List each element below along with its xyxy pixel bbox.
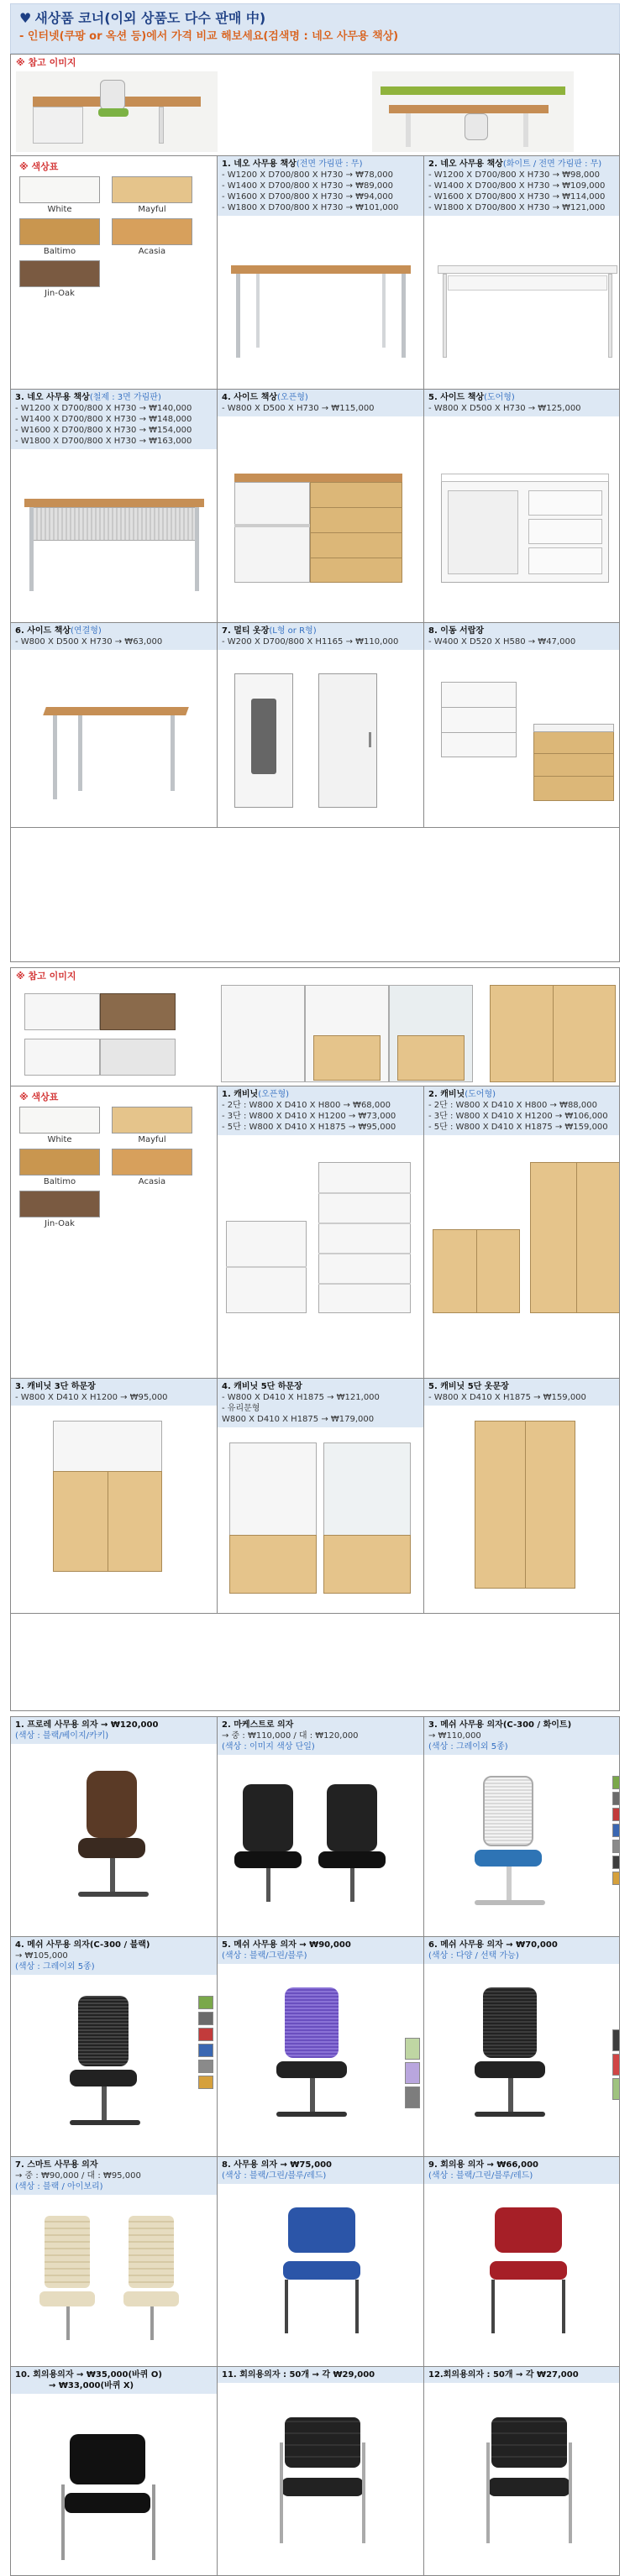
product-card (424, 623, 620, 828)
product-color-note: (색상 : 그레이외 5종) (15, 1962, 95, 1971)
price-line: - W800 X D410 X H1200 → ₩95,000 (15, 1393, 168, 1402)
page-title-row (19, 9, 611, 28)
color-chart (11, 1086, 218, 1379)
product-color-note: (색상 : 블랙/그린/블루/레드) (222, 2171, 327, 2181)
product-info (218, 156, 423, 216)
product-card (218, 2367, 424, 2576)
product-card (11, 2367, 218, 2576)
chair-section (10, 1716, 620, 2576)
product-price: → ₩33,000(바퀴 X) (49, 2381, 134, 2390)
swatch-mayful (112, 176, 192, 203)
swatch-acasia (112, 1149, 192, 1175)
reference-label: ※ 참고 이미지 (11, 968, 619, 985)
product-card (424, 1717, 620, 1937)
product-color-note: (색상 : 블랙/베이지/카키) (15, 1731, 109, 1741)
product-title: 5. 메쉬 사무용 의자 → ₩90,000 (222, 1940, 351, 1950)
swatch-baltimo (19, 218, 100, 245)
price-line: - W800 X D500 X H730 → ₩115,000 (222, 404, 375, 413)
wardrobe-image (234, 673, 411, 816)
product-card (11, 390, 218, 623)
reference-image-1 (16, 71, 218, 152)
chair-image (475, 2207, 584, 2359)
page-title: 새상품 코너(이외 상품도 다수 판매 中) (34, 10, 266, 26)
product-color-note: (색상 : 다양 / 선택 가능) (428, 1951, 519, 1961)
product-info (218, 1937, 423, 1964)
chair-image (28, 2216, 204, 2359)
chair-grid (11, 1717, 619, 2576)
product-info (218, 1086, 423, 1135)
product-title: 2. 네오 사무용 책상 (428, 160, 503, 169)
product-card (424, 2367, 620, 2576)
product-title: 5. 캐비닛 5단 옷문장 (428, 1382, 509, 1391)
color-chart (11, 156, 218, 390)
price-line: - 5단 : W800 X D410 X H1875 → ₩95,000 (222, 1123, 396, 1132)
product-card (218, 1717, 424, 1937)
chair-image (268, 2417, 377, 2560)
product-info (424, 623, 620, 650)
product-price: → ₩110,000 (428, 1731, 481, 1741)
price-line: - W1800 X D700/800 X H730 → ₩121,000 (428, 203, 606, 212)
price-line: - W1800 X D700/800 X H730 → ₩101,000 (222, 203, 399, 212)
price-line: - W1200 X D700/800 X H730 → ₩98,000 (428, 170, 601, 180)
door-cabinet-image (433, 1162, 620, 1364)
chair-image (458, 1987, 567, 2139)
swatch-label: White (47, 205, 72, 214)
heart-icon: ♥ (19, 10, 32, 26)
product-info (424, 2367, 620, 2383)
desk-section (10, 54, 620, 962)
price-line: - W1200 X D700/800 X H730 → ₩78,000 (222, 170, 394, 180)
product-info (11, 2157, 217, 2195)
product-info (11, 1379, 217, 1406)
product-title: 3. 네오 사무용 책상 (15, 393, 90, 402)
product-card (11, 2157, 218, 2367)
product-color-note: (색상 : 블랙 / 아이보리) (15, 2182, 103, 2191)
product-info (218, 1379, 423, 1427)
reference-label: ※ 참고 이미지 (11, 55, 619, 71)
chair-image (53, 1996, 162, 2147)
drawer-image (433, 673, 620, 816)
product-variant: (연결형) (71, 626, 102, 636)
product-info (11, 623, 217, 650)
product-card (218, 623, 424, 828)
swatch-label: Mayful (138, 205, 166, 214)
chair-image (458, 1776, 567, 1927)
chair-image (53, 2434, 171, 2568)
price-line: - W1600 X D700/800 X H730 → ₩154,000 (15, 426, 192, 435)
swatch-label: Mayful (138, 1135, 166, 1144)
price-line: - 5단 : W800 X D410 X H1875 → ₩159,000 (428, 1123, 608, 1132)
product-card (424, 2157, 620, 2367)
product-info (11, 2367, 217, 2394)
color-chart-label: ※ 색상표 (19, 161, 59, 172)
product-card (11, 1379, 218, 1614)
desk-image (438, 249, 617, 374)
price-line: - 3단 : W800 X D410 X H1200 → ₩73,000 (222, 1112, 396, 1121)
product-card (424, 156, 620, 390)
product-info (424, 1717, 620, 1755)
reference-image-2 (372, 71, 574, 152)
chair-color-options (198, 1996, 213, 2092)
desk-grid (11, 155, 619, 828)
swatch-jin-oak (19, 260, 100, 287)
product-info (11, 1937, 217, 1975)
price-line: - W800 X D410 X H1875 → ₩159,000 (428, 1393, 586, 1402)
swatch-white (19, 176, 100, 203)
product-title: 4. 메쉬 사무용 의자(C-300 / 블랙) (15, 1940, 150, 1950)
swatch-label: Baltimo (43, 1177, 76, 1186)
product-card (424, 1086, 620, 1379)
product-price: → 중 : ₩90,000 / 대 : ₩95,000 (15, 2171, 141, 2181)
product-info (11, 1717, 217, 1744)
product-color-note: (색상 : 블랙/그린/블루/레드) (428, 2171, 533, 2181)
product-color-note: (색상 : 그레이외 5종) (428, 1742, 508, 1751)
connector-desk-image (45, 682, 187, 808)
product-title: 6. 메쉬 사무용 의자 → ₩70,000 (428, 1940, 558, 1950)
product-color-note: (색상 : 이미지 색상 단일) (222, 1742, 315, 1751)
product-variant: (철제 : 3면 가림판) (89, 393, 161, 402)
product-card (11, 1937, 218, 2157)
product-info (424, 1937, 620, 1964)
product-title: 1. 네오 사무용 책상 (222, 160, 297, 169)
product-title: 6. 사이드 책상 (15, 626, 71, 636)
swatch-grid (19, 176, 208, 301)
product-variant: (오픈형) (277, 393, 308, 402)
product-card (218, 390, 424, 623)
product-price: → ₩105,000 (15, 1951, 68, 1961)
product-title: 8. 사무용 의자 → ₩75,000 (222, 2160, 332, 2170)
cabinet-grid (11, 1086, 619, 1614)
price-line: - W1400 X D700/800 X H730 → ₩148,000 (15, 415, 192, 424)
product-title: 8. 이동 서랍장 (428, 626, 485, 636)
product-info (11, 390, 217, 449)
chair-color-options (612, 1776, 620, 1887)
page-subtitle: - 인터넷(쿠팡 or 옥션 등)에서 가격 비교 해보세요 (19, 30, 264, 43)
product-info (424, 1379, 620, 1406)
product-title: 9. 회의용 의자 → ₩66,000 (428, 2160, 538, 2170)
price-line: - W1600 X D700/800 X H730 → ₩94,000 (222, 192, 394, 202)
product-info (424, 1086, 620, 1135)
swatch-mayful (112, 1107, 192, 1134)
swatch-acasia (112, 218, 192, 245)
product-info (218, 2367, 423, 2383)
price-line: - 2단 : W800 X D410 X H800 → ₩88,000 (428, 1101, 597, 1110)
product-card (424, 1379, 620, 1614)
swatch-label: Acasia (138, 247, 166, 256)
page-subtitle-row (19, 28, 611, 46)
search-keyword: (검색명 : 네오 사무용 책상) (263, 30, 399, 43)
product-title: 2. 마케스트로 의자 (222, 1720, 294, 1730)
product-title: 7. 스마트 사무용 의자 (15, 2160, 98, 2170)
wardrobe-cabinet-image (475, 1421, 575, 1597)
side-desk-image (234, 474, 402, 599)
cabinet-section (10, 967, 620, 1711)
product-title: 11. 회의용의자 : 50개 → 각 ₩29,000 (222, 2370, 375, 2380)
product-card (424, 390, 620, 623)
product-info (218, 390, 423, 416)
chair-color-options (612, 2029, 620, 2102)
price-line: - W1200 X D700/800 X H730 → ₩140,000 (15, 404, 192, 413)
product-title: 5. 사이드 책상 (428, 393, 485, 402)
swatch-jin-oak (19, 1191, 100, 1217)
price-line: - 2단 : W800 X D410 X H800 → ₩68,000 (222, 1101, 391, 1110)
product-info (218, 623, 423, 650)
product-price: → 중 : ₩110,000 / 대 : ₩120,000 (222, 1731, 359, 1741)
product-title: 1. 프로레 사무용 의자 → ₩120,000 (15, 1720, 159, 1730)
product-card (11, 1717, 218, 1937)
price-line: - W1400 X D700/800 X H730 → ₩109,000 (428, 181, 606, 191)
price-line: - W1800 X D700/800 X H730 → ₩163,000 (15, 437, 192, 446)
price-line: - 3단 : W800 X D410 X H1200 → ₩106,000 (428, 1112, 608, 1121)
product-title: 3. 캐비닛 3단 하문장 (15, 1382, 96, 1391)
chair-color-options (405, 2038, 420, 2111)
product-variant: (오픈형) (258, 1090, 290, 1099)
swatch-white (19, 1107, 100, 1134)
side-desk-image (441, 474, 609, 599)
price-line: - W800 X D500 X H730 → ₩63,000 (15, 637, 163, 647)
product-card (218, 2157, 424, 2367)
product-title: 4. 사이드 책상 (222, 393, 278, 402)
swatch-baltimo (19, 1149, 100, 1175)
product-title: 1. 캐비닛 (222, 1090, 259, 1099)
product-title: 10. 회의용의자 → ₩35,000(바퀴 O) (15, 2370, 162, 2380)
swatch-label: Acasia (138, 1177, 166, 1186)
desk-image (231, 249, 411, 374)
price-line: - 유리문형 (222, 1404, 260, 1413)
reference-images (11, 985, 619, 1086)
price-line: - W400 X D520 X H580 → ₩47,000 (428, 637, 576, 647)
cabinet-image (53, 1421, 162, 1580)
open-cabinet-image (226, 1162, 419, 1364)
product-title: 3. 메쉬 사무용 의자(C-300 / 화이트) (428, 1720, 572, 1730)
color-chart-label: ※ 색상표 (19, 1092, 59, 1102)
product-title: 4. 캐비닛 5단 하문장 (222, 1382, 302, 1391)
price-line: - W1600 X D700/800 X H730 → ₩114,000 (428, 192, 606, 202)
product-info (424, 390, 620, 416)
price-line: - W200 X D700/800 X H1165 → ₩110,000 (222, 637, 399, 647)
product-title: 7. 멀티 옷장 (222, 626, 270, 636)
product-variant: (화이트 / 전면 가림판 : 무) (502, 160, 602, 169)
price-line: W800 X D410 X H1875 → ₩179,000 (222, 1415, 375, 1424)
product-variant: (도어형) (484, 393, 515, 402)
product-variant: (도어형) (465, 1090, 496, 1099)
product-info (218, 1717, 423, 1755)
product-title: 12.회의용의자 : 50개 → 각 ₩27,000 (428, 2370, 579, 2380)
product-card (424, 1937, 620, 2157)
chair-image (234, 1784, 411, 1927)
reference-image-2 (221, 985, 620, 1086)
swatch-label: Jin-Oak (45, 1219, 75, 1228)
chair-image (260, 1987, 369, 2139)
product-card (218, 1086, 424, 1379)
product-info (218, 2157, 423, 2184)
price-line: - W800 X D500 X H730 → ₩125,000 (428, 404, 581, 413)
page-header (10, 3, 620, 54)
desk-image (24, 482, 204, 608)
swatch-grid (19, 1107, 208, 1231)
product-card (218, 1379, 424, 1614)
swatch-label: Jin-Oak (45, 289, 75, 298)
price-line: - W1400 X D700/800 X H730 → ₩89,000 (222, 181, 394, 191)
chair-image (61, 1771, 171, 1922)
reference-image-1 (16, 993, 201, 1086)
swatch-label: Baltimo (43, 247, 76, 256)
product-card (11, 623, 218, 828)
product-info (424, 156, 620, 216)
product-color-note: (색상 : 블랙/그린/블루) (222, 1951, 307, 1961)
chair-image (475, 2417, 584, 2560)
product-title: 2. 캐비닛 (428, 1090, 465, 1099)
product-variant: (전면 가림판 : 무) (296, 160, 363, 169)
chair-image (268, 2207, 377, 2359)
reference-images (11, 71, 619, 155)
cabinet-image (229, 1442, 414, 1602)
product-card (218, 156, 424, 390)
product-variant: (L형 or R형) (269, 626, 317, 636)
price-line: - W800 X D410 X H1875 → ₩121,000 (222, 1393, 380, 1402)
swatch-label: White (47, 1135, 72, 1144)
product-card (218, 1937, 424, 2157)
product-info (424, 2157, 620, 2184)
